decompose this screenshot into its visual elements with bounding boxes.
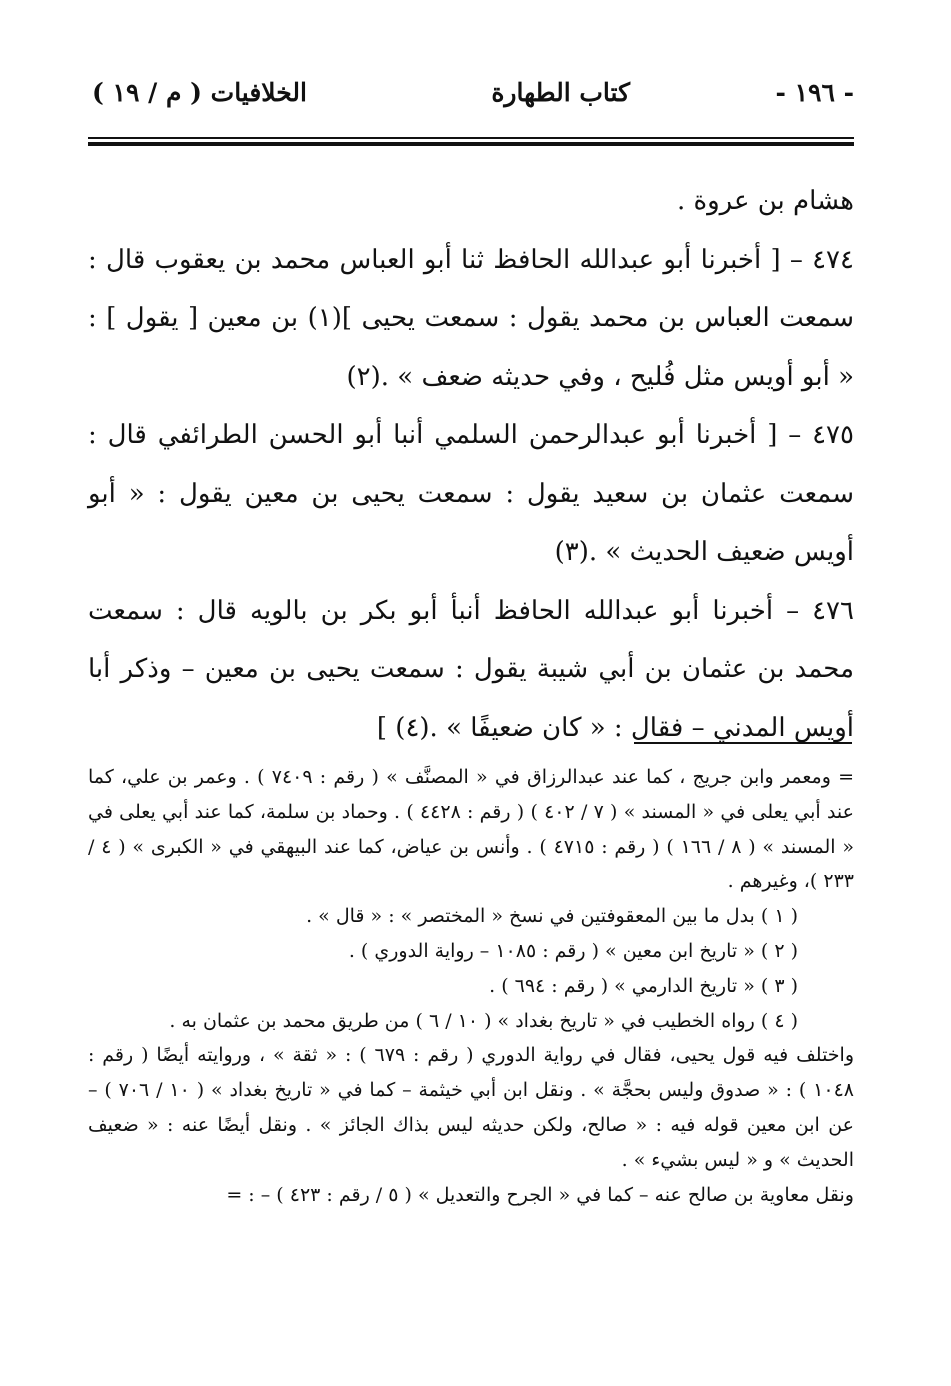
hadith-474: ٤٧٤ – [ أخبرنا أبو عبدالله الحافظ ثنا أبو العباس محمد بن يعقوب قال : سمعت العباس بن محمد يقول : سمعت يحيى ](١) بن معين [ يقول ] : « أبو أويس مثل فُليح ، وفي حديثه ضعف » .(٢) (88, 244, 855, 392)
footnote-4-continued: ونقل معاوية بن صالح عنه – كما في « الجرح والتعديل » ( ٥ / رقم : ٤٢٣ ) – : = (226, 1183, 854, 1206)
book-title: كتاب الطهارة (491, 78, 630, 107)
text-line-continuation: هشام بن عروة . (676, 186, 854, 216)
footnote-2: ( ٢ ) « تاريخ ابن معين » ( رقم : ١٠٨٥ – رواية الدوري ) . (348, 939, 798, 962)
hadith-476: ٤٧٦ – أخبرنا أبو عبدالله الحافظ أنبأ أبو بكر بن بالويه قال : سمعت محمد بن عثمان بن أبي شيبة يقول : سمعت يحيى بن معين – وذكر أبا أويس المدني – فقال : « كان ضعيفًا » .(٤) ] (88, 595, 855, 743)
header-rule-thick (88, 142, 854, 146)
footnote-separator (634, 742, 852, 744)
hadith-475: ٤٧٥ – [ أخبرنا أبو عبدالرحمن السلمي أنبا أبو الحسن الطرائفي قال : سمعت عثمان بن سعيد يقول : سمعت يحيى بن معين يقول : « أبو أويس ضعيف الحديث » .(٣) (88, 420, 854, 567)
footnote-4-text: واختلف فيه قول يحيى، فقال في رواية الدوري ( رقم : ٦٧٩ ) : « ثقة » ، وروايته أيضًا ( رقم : ١٠٤٨ ) : « صدوق وليس بحجَّة » . ونقل ابن أبي خيثمة – كما في « تاريخ بغداد » ( ١٠ / ٧٠٦ ) – عن ابن معين قوله فيه : « صالح، ولكن حديثه ليس بذاك الجائز » . ونقل أيضًا عنه : « ضعيف الحديث » و « ليس بشيء » . (88, 1044, 855, 1171)
footnote-3: ( ٣ ) « تاريخ الدارمي » ( رقم : ٦٩٤ ) . (489, 974, 798, 997)
volume-label: الخلافيات ( م / ١٩ ) (92, 78, 307, 107)
main-text (88, 172, 854, 757)
running-header (88, 78, 854, 118)
footnote-1: ( ١ ) بدل ما بين المعقوفتين في نسخ « المختصر » : « قال » . (306, 905, 798, 928)
footnotes (88, 760, 854, 1212)
page-number: - ١٩٦ - (775, 78, 854, 107)
header-rule-thin (88, 137, 854, 139)
footnote-continuation: = ومعمر وابن جريج ، كما عند عبدالرزاق في « المصنَّف » ( رقم : ٧٤٠٩ ) . وعمر بن علي، كما عند أبي يعلى في « المسند » ( ٧ / ٤٠٢ ) ( رقم : ٤٤٢٨ ) . وحماد بن سلمة، كما عند أبي يعلى في « المسند » ( ٨ / ١٦٦ ) ( رقم : ٤٧١٥ ) . وأنس بن عياض، كما عند البيهقي في « الكبرى » ( ٤ / ٢٣٣ )، وغيرهم . (88, 766, 854, 893)
footnote-4: ( ٤ ) رواه الخطيب في « تاريخ بغداد » ( ١٠ / ٦ ) من طريق محمد بن عثمان به . (169, 1009, 798, 1032)
